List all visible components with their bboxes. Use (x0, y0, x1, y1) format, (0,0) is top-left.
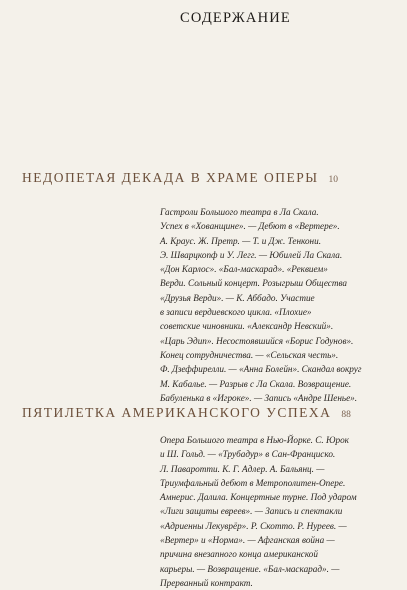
section-entries-2 (160, 433, 400, 590)
section-heading-2 (22, 405, 351, 421)
entry-line: «Дон Карлос». «Бал-маскарад». «Реквием» (160, 264, 328, 275)
section-page-number: 88 (341, 410, 351, 420)
entry-line: Ф. Дзеффирелли. — «Анна Болейн». Скандал вокруг (160, 364, 362, 375)
entry-line: Триумфальный дебют в Метрополитен-Опере. (160, 477, 346, 488)
entry-line: в записи вердиевского цикла. «Плохие» (160, 307, 312, 318)
section-heading-text: ПЯТИЛЕТКА АМЕРИКАНСКОГО УСПЕХА (22, 405, 332, 420)
entry-line: Верди. Сольный концерт. Розыгрыш Общества (160, 278, 348, 289)
entry-line: «Лиги защиты евреев». — Запись и спектакли (160, 506, 343, 517)
section-heading-text: НЕДОПЕТАЯ ДЕКАДА В ХРАМЕ ОПЕРЫ (22, 170, 319, 185)
entry-line: Э. Шварцкопф и У. Легг. — Юбилей Ла Скала. (160, 249, 343, 260)
entry-line: Бабуленька в «Игроке». — Запись «Андре Шенье». (160, 392, 358, 403)
entry-line: Амнерис. Далила. Концертные турне. Под ударом (160, 492, 357, 503)
entry-line: «Вертер» и «Норма». — Афганская война — (160, 535, 335, 546)
entry-line: Л. Паваротти. К. Г. Адлер. А. Бальянц. — (160, 463, 325, 474)
entry-line: и Ш. Гольд. — «Трубадур» в Сан-Франциско. (160, 449, 336, 460)
page-title: СОДЕРЖАНИЕ (180, 10, 291, 26)
entry-line: «Друзья Верди». — К. Аббадо. Участие (160, 292, 315, 303)
entry-line: Гастроли Большого театра в Ла Скала. (160, 207, 319, 217)
entry-line: А. Краус. Ж. Претр. — Т. и Дж. Тенкони. (160, 235, 322, 246)
entry-line: Конец сотрудничества. — «Сельская честь». (160, 349, 339, 360)
entry-line: советские чиновники. «Александр Невский». (160, 321, 334, 332)
entry-line: Прерванный контракт. (160, 577, 253, 588)
entry-line: Опера Большого театра в Нью-Йорке. С. Юрок (160, 435, 349, 445)
entry-line: причина внезапного конца американской (160, 549, 318, 560)
entry-line: Успех в «Хованщине». — Дебют в «Вертере». (160, 221, 340, 232)
section-entries-1 (160, 205, 400, 405)
entry-line: «Царь Эдип». Несостоявшийся «Борис Годунов». (160, 335, 354, 346)
entry-line: М. Кабалье. — Разрыв с Ла Скала. Возвращение. (160, 378, 352, 389)
section-page-number: 10 (328, 175, 339, 185)
section-heading-1 (22, 170, 338, 186)
entry-line: карьеры. — Возвращение. «Бал-маскарад». — (160, 563, 340, 574)
entry-line: «Адриенны Лекуврёр». Р. Скотто. Р. Нуреев. — (160, 520, 347, 531)
